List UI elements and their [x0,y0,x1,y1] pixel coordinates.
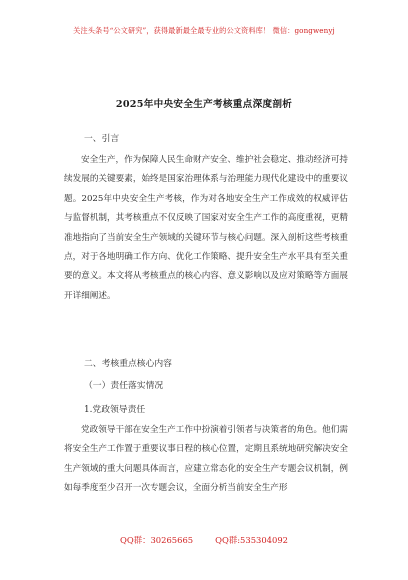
item1-heading: 1.党政领导责任 [84,405,146,415]
section1-heading: 一、引言 [84,134,120,144]
footer-qq: QQ群：30265665 [120,535,194,545]
section2-heading: 二、考核重点核心内容 [84,359,172,369]
section1-paragraph: 安全生产，作为保障人民生命财产安全、维护社会稳定、推动经济可持续发展的关键要素，始终是国家治理体系与治理能力现代化建设中的重要议题。2025年中央安全生产考核，作为对各地安全生产工作成效的权威评估与监督机制，其考核重点不仅反映了国家对安全生产工作的高度重视，更精准地指向了当前安全生产领域的关键环节与核心问题。深入剖析这些考核重点，对于各地明确工作方向、优化工作策略、提升安全生产水平具有至关重要的意义。本文将从考核重点的核心内容、意义影响以及应对策略等方面展开详细阐述。 [64,155,348,301]
item1-paragraph: 党政领导干部在安全生产工作中扮演着引领者与决策者的角色。他们需将安全生产工作置于重要议事日程的核心位置，定期且系统地研究解决安全生产领域的重大问题具体而言，应建立常态化的安全生产专题会议机制，例如每季度至少召开一次专题会议，全面分析当前安全生产形 [64,425,348,494]
subsection1-heading: （一）责任落实情况 [84,381,164,391]
document-title: 2025年中央安全生产考核重点深度剖析 [115,99,293,110]
footer-contact [0,534,408,546]
footer-qq-group: QQ群:535304092 [215,535,288,545]
header-banner: 关注头条号“公文研究”，获得最新最全最专业的公文资料库！ 微信：gongwenyj [73,26,335,35]
